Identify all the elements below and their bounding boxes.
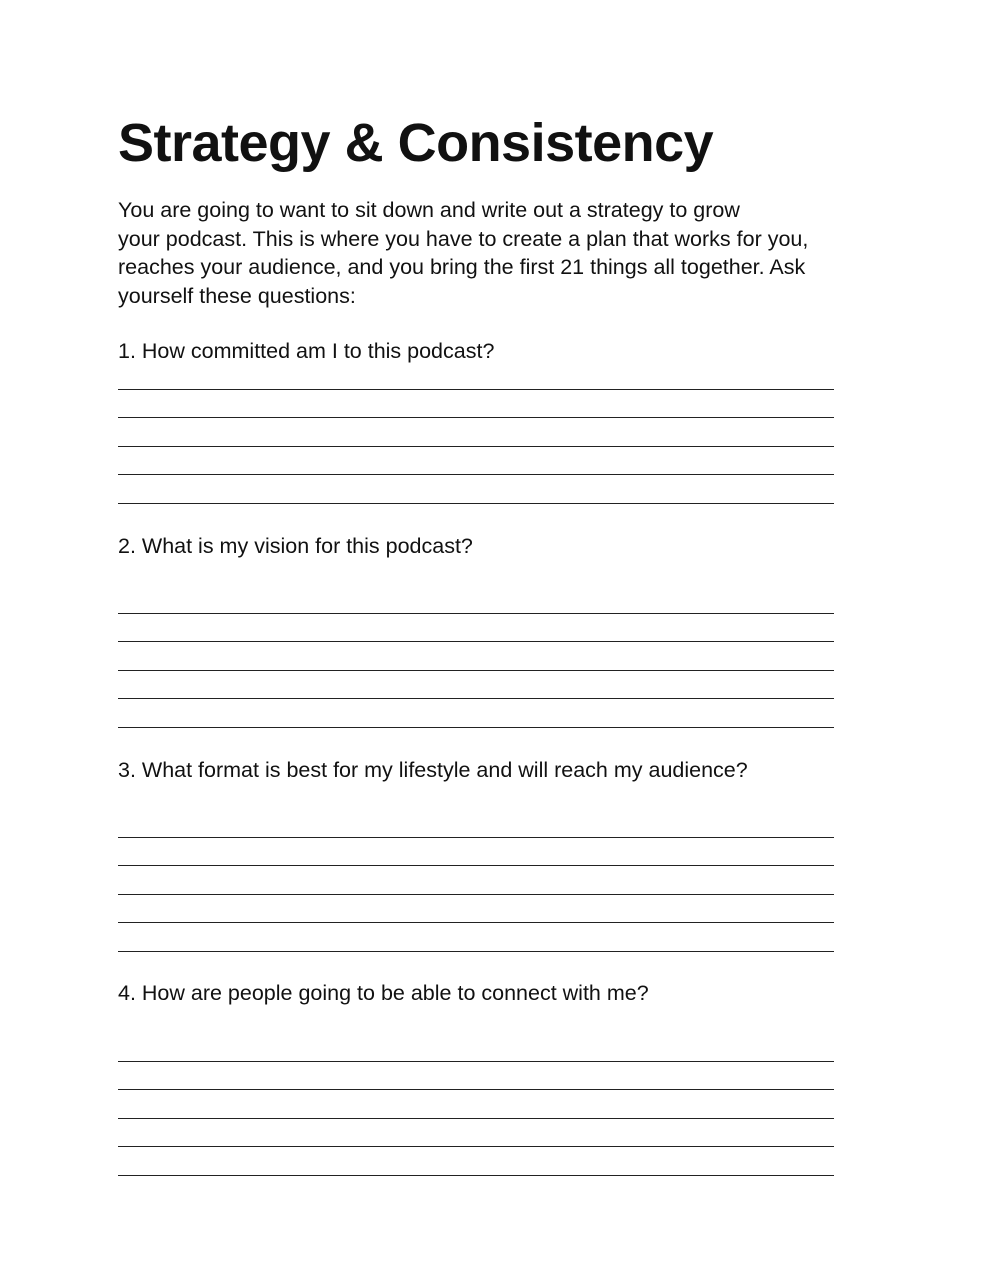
answer-line[interactable] bbox=[118, 923, 834, 952]
intro-line: your podcast. This is where you have to create a plan that works for you, bbox=[118, 226, 809, 251]
answer-line[interactable] bbox=[118, 1090, 834, 1119]
answer-line[interactable] bbox=[118, 866, 834, 895]
answer-line[interactable] bbox=[118, 614, 834, 643]
answer-line[interactable] bbox=[118, 390, 834, 419]
answer-area-1[interactable] bbox=[118, 361, 834, 504]
answer-line[interactable] bbox=[118, 475, 834, 504]
page-title: Strategy & Consistency bbox=[118, 113, 714, 173]
answer-line[interactable] bbox=[118, 418, 834, 447]
intro-line: yourself these questions: bbox=[118, 283, 356, 308]
question-2: 2. What is my vision for this podcast? bbox=[118, 534, 473, 558]
answer-line[interactable] bbox=[118, 361, 834, 390]
answer-line[interactable] bbox=[118, 809, 834, 838]
answer-line[interactable] bbox=[118, 1119, 834, 1148]
intro-line: You are going to want to sit down and write out a strategy to grow bbox=[118, 198, 740, 222]
answer-line[interactable] bbox=[118, 671, 834, 700]
intro-paragraph bbox=[118, 196, 878, 310]
answer-line[interactable] bbox=[118, 895, 834, 924]
question-1: 1. How committed am I to this podcast? bbox=[118, 339, 495, 363]
answer-line[interactable] bbox=[118, 585, 834, 614]
answer-line[interactable] bbox=[118, 1062, 834, 1091]
answer-area-2[interactable] bbox=[118, 585, 834, 728]
question-3: 3. What format is best for my lifestyle and will reach my audience? bbox=[118, 758, 748, 782]
answer-line[interactable] bbox=[118, 699, 834, 728]
answer-line[interactable] bbox=[118, 838, 834, 867]
answer-line[interactable] bbox=[118, 642, 834, 671]
answer-line[interactable] bbox=[118, 1033, 834, 1062]
answer-line[interactable] bbox=[118, 1147, 834, 1176]
answer-area-4[interactable] bbox=[118, 1033, 834, 1176]
intro-line: reaches your audience, and you bring the first 21 things all together. Ask bbox=[118, 255, 806, 280]
question-4: 4. How are people going to be able to connect with me? bbox=[118, 981, 649, 1005]
answer-line[interactable] bbox=[118, 447, 834, 476]
answer-area-3[interactable] bbox=[118, 809, 834, 952]
